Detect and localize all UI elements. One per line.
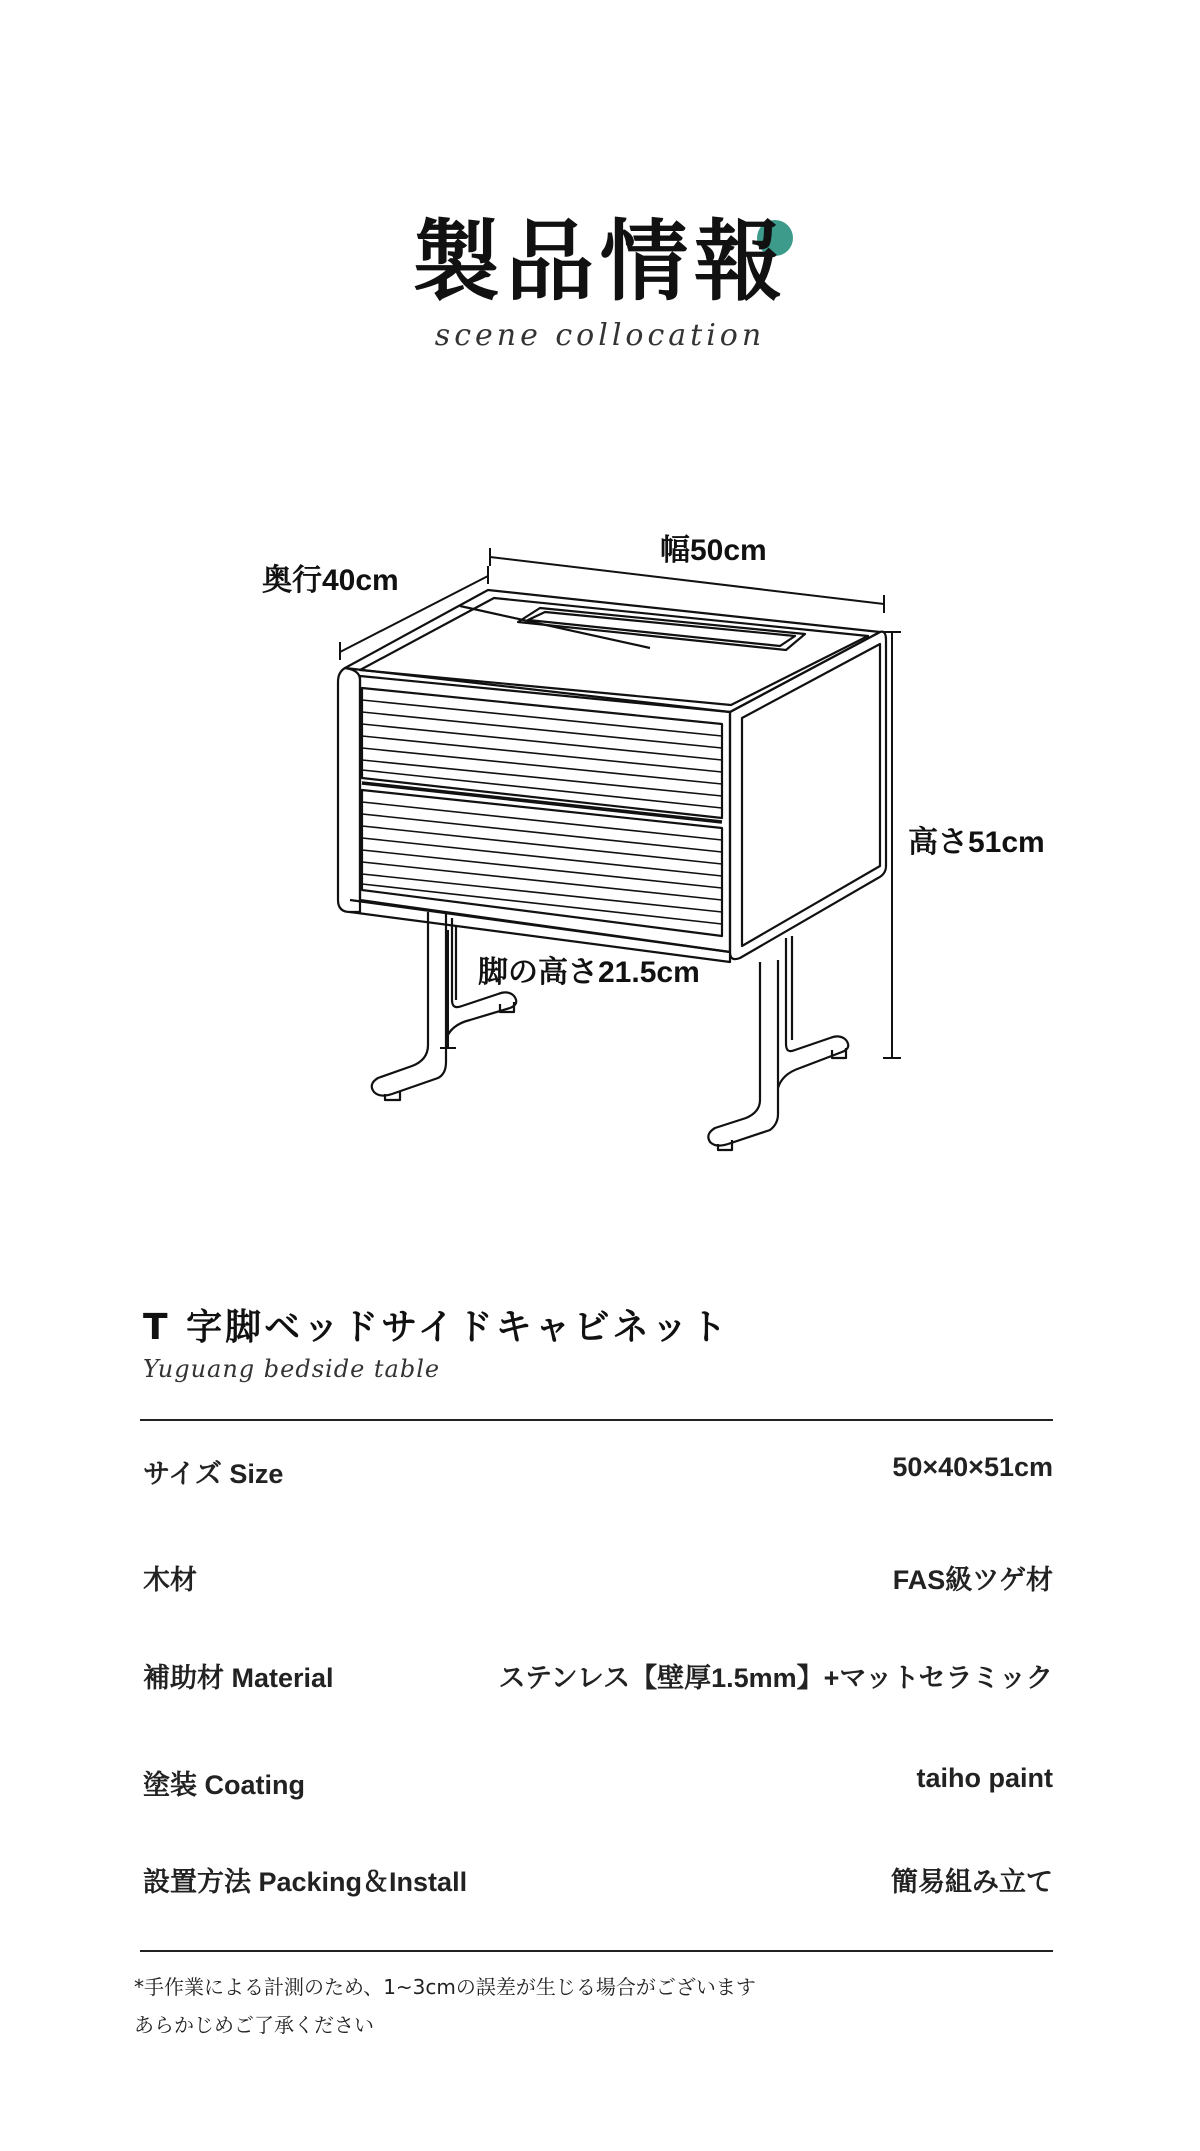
width-label: 幅50cm	[660, 534, 767, 567]
page-title: 製品情報	[411, 210, 788, 313]
spec-value: taiho paint	[916, 1763, 1053, 1793]
leg-left	[372, 912, 446, 1096]
height-label: 高さ51cm	[908, 826, 1045, 859]
product-script-name: Yuguang bedside table	[143, 1355, 441, 1383]
spec-value: 簡易組み立て	[891, 1867, 1053, 1897]
spec-label: 木材	[143, 1565, 197, 1595]
depth-label: 奥行40cm	[262, 564, 399, 597]
leg-height-label: 脚の高さ21.5cm	[478, 956, 700, 989]
spec-label: 補助材 Material	[143, 1663, 334, 1693]
cabinet-top-inner	[360, 598, 868, 705]
spec-value: 50×40×51cm	[892, 1452, 1053, 1482]
product-dimension-diagram	[0, 500, 1200, 1180]
spec-label: 塗装 Coating	[143, 1770, 305, 1800]
product-title: T 字脚ベッドサイドキャビネット	[143, 1307, 730, 1348]
leg-right	[708, 960, 778, 1146]
page-header	[0, 0, 1200, 380]
product-heading	[143, 1305, 1063, 1383]
note-line-2: あらかじめご了承ください	[134, 2013, 374, 2037]
spec-label: 設置方法 Packing＆Install	[143, 1867, 468, 1897]
right-side-panel	[730, 632, 886, 959]
note-line-1: *手作業による計測のため、1~3cmの誤差が生じる場合がございます	[134, 1975, 756, 1999]
divider-top	[140, 1419, 1053, 1421]
page-subtitle-script: scene collocation	[434, 318, 766, 353]
spec-value: FAS級ツゲ材	[892, 1565, 1053, 1595]
left-side-panel	[338, 668, 360, 912]
measurement-note	[134, 1968, 1034, 2044]
divider-bottom	[140, 1950, 1053, 1952]
spec-value: ステンレス【壁厚1.5mm】+マットセラミック	[498, 1663, 1053, 1693]
spec-label: サイズ Size	[143, 1459, 284, 1489]
